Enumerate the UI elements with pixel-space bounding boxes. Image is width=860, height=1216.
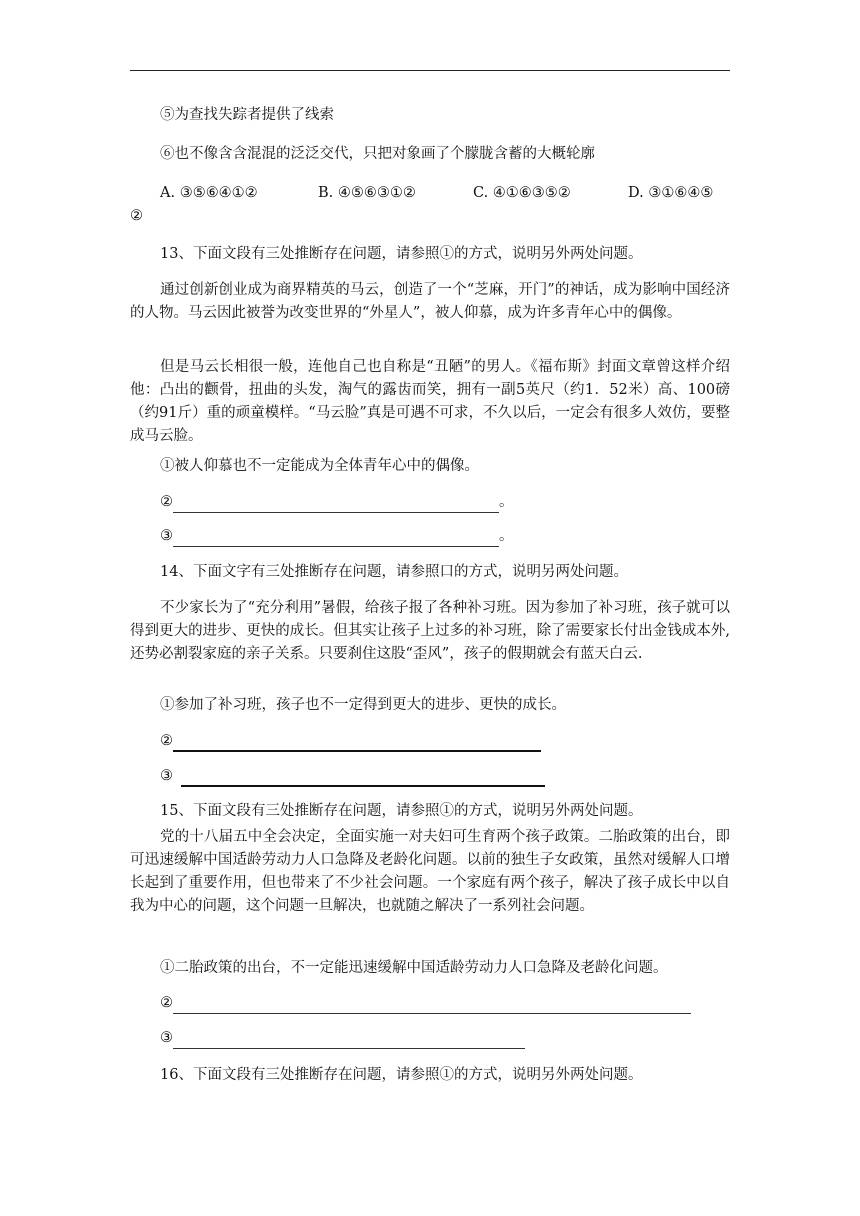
q14-answer-1: ①参加了补习班，孩子也不一定得到更大的进步、更快的成长。	[160, 697, 566, 713]
q12-options	[160, 182, 730, 204]
q16-prompt: 16、下面文段有三处推断存在问题，请参照①的方式，说明另外两处问题。	[160, 1067, 643, 1083]
q14-answer-3-mark: ③	[160, 768, 173, 784]
q15-answer-3-blank[interactable]	[173, 1032, 525, 1049]
q13-answer-2-mark: ②	[160, 494, 173, 510]
q13-prompt: 13、下面文段有三处推断存在问题，请参照①的方式，说明另外两处问题。	[160, 246, 643, 262]
q12-option-c: C. ④①⑥③⑤②	[473, 185, 571, 201]
q15-answer-2-mark: ②	[160, 995, 173, 1011]
q14-answer-3-row	[130, 765, 730, 787]
q13-answer-2-period: 。	[499, 494, 514, 510]
q15-answer-2-blank[interactable]	[173, 997, 691, 1014]
header-rule	[130, 70, 730, 71]
q13-paragraph-2: 但是马云长相很一般，连他自己也自称是“丑陋”的男人。《福布斯》封面文章曾这样介绍他：凸出的颧骨，扭曲的头发，淘气的露齿而笑，拥有一副5英尺（约1．52米）高、100磅（约91斤）重的顽童模样。“马云脸”真是可遇不可求，不久以后，一定会有很多人效仿，要整成马云脸。	[130, 359, 730, 444]
q12-option-b: B. ④⑤⑥③①②	[318, 185, 416, 201]
q15-paragraph: 党的十八届五中全会决定，全面实施一对夫妇可生育两个孩子政策。二胎政策的出台，即可迅速缓解中国适龄劳动力人口急降及老龄化问题。以前的独生子女政策，虽然对缓解人口增长起到了重要作用，但也带来了不少社会问题。一个家庭有两个孩子，解决了孩子成长中以自我为中心的问题，这个问题一旦解决，也就随之解决了一系列社会问题。	[130, 829, 730, 914]
q12-option-a: A. ③⑤⑥④①②	[160, 185, 258, 201]
q12-option-d-wrap: ②	[130, 208, 143, 224]
q13-answer-3-mark: ③	[160, 528, 173, 544]
q12-item-6: ⑥也不像含含混混的泛泛交代，只把对象画了个朦胧含蓄的大概轮廓	[160, 146, 595, 162]
q14-answer-2-mark: ②	[160, 733, 173, 749]
q14-answer-3-blank[interactable]	[181, 769, 545, 787]
q15-answer-3-mark: ③	[160, 1030, 173, 1046]
q13-answer-3-row	[130, 525, 730, 547]
q13-answer-3-blank[interactable]	[173, 530, 499, 547]
q13-answer-3-period: 。	[499, 528, 514, 544]
q14-prompt: 14、下面文字有三处推断存在问题，请参照口的方式，说明另两处问题。	[160, 564, 628, 580]
q13-paragraph-1: 通过创新创业成为商界精英的马云，创造了一个“芝麻，开门”的神话，成为影响中国经济的人物。马云因此被誉为改变世界的“外星人”，被人仰慕，成为许多青年心中的偶像。	[130, 282, 730, 321]
q13-answer-2-row	[130, 491, 730, 513]
q14-paragraph: 不少家长为了“充分利用”暑假，给孩子报了各种补习班。因为参加了补习班，孩子就可以得到更大的进步、更快的成长。但其实让孩子上过多的补习班，除了需要家长付出金钱成本外,还势必割裂家庭的亲子关系。只要刹住这股“歪风”，孩子的假期就会有蓝天白云.	[130, 600, 730, 662]
q15-answer-3-row	[130, 1027, 730, 1049]
q15-answer-2-row	[130, 992, 730, 1014]
q15-answer-1: ①二胎政策的出台，不一定能迅速缓解中国适龄劳动力人口急降及老龄化问题。	[160, 960, 668, 976]
q14-answer-2-row	[130, 730, 730, 752]
q12-option-d: D. ③①⑥④⑤	[628, 185, 714, 201]
q13-answer-2-blank[interactable]	[173, 496, 499, 513]
q15-prompt: 15、下面文段有三处推断存在问题，请参照①的方式，说明另外两处问题。	[160, 803, 643, 819]
q12-item-5: ⑤为查找失踪者提供了线索	[160, 107, 334, 123]
q14-answer-2-blank[interactable]	[173, 734, 541, 752]
q13-answer-1: ①被人仰慕也不一定能成为全体青年心中的偶像。	[160, 458, 479, 474]
